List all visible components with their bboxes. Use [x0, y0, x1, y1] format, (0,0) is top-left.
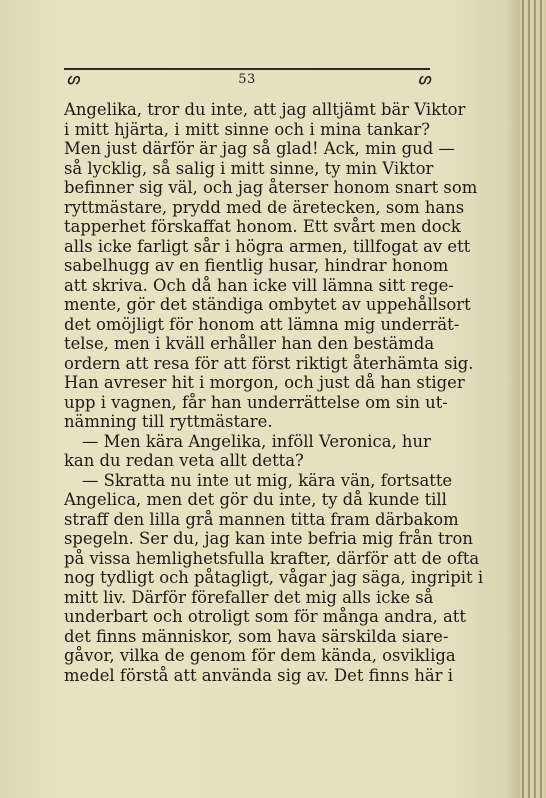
text-line: ryttmästare, prydd med de äretecken, som hans [64, 197, 465, 217]
text-line: på vissa hemlighetsfulla krafter, därför att de ofta [64, 548, 480, 568]
header-ornament-right-icon: ഗ [417, 72, 430, 88]
text-line: upp i vagnen, får han underrättelse om sin ut- [64, 392, 448, 412]
header-ornament-left-icon: ഗ [66, 72, 79, 88]
text-line: kan du redan veta allt detta? [64, 451, 304, 470]
text-line: nämning till ryttmästare. [64, 412, 273, 431]
text-line: straff den lilla grå mannen titta fram därbakom [64, 509, 459, 529]
text-line: — Skratta nu inte ut mig, kära vän, fortsatte [82, 470, 453, 490]
text-line: så lycklig, så salig i mitt sinne, ty min Viktor [64, 158, 434, 178]
page-header [64, 70, 430, 92]
text-line: spegeln. Ser du, jag kan inte befria mig från tron [64, 529, 473, 548]
text-line: Men just därför är jag så glad! Ack, min gud — [64, 139, 455, 158]
text-line: gåvor, vilka de genom för dem kända, osvikliga [64, 646, 456, 665]
text-line: mente, gör det ständiga ombytet av uppehållsort [64, 295, 471, 314]
text-line: telse, men i kväll erhåller han den bestämda [64, 334, 435, 353]
text-line: det finns människor, som hava särskilda siare- [64, 626, 449, 646]
text-line: mitt liv. Därför förefaller det mig alls icke så [64, 587, 434, 607]
text-line: alls icke farligt sår i högra armen, tillfogat av ett [64, 236, 471, 256]
text-line: Han avreser hit i morgon, och just då han stiger [64, 373, 465, 392]
text-line: medel förstå att använda sig av. Det finns här i [64, 665, 453, 685]
text-line: Angelika, tror du inte, att jag alltjämt bär Viktor [64, 100, 466, 119]
body-text [64, 100, 484, 685]
text-line: befinner sig väl, och jag återser honom snart som [64, 178, 478, 197]
text-line: i mitt hjärta, i mitt sinne och i mina tankar? [64, 119, 430, 139]
page-stack-edge [520, 0, 546, 798]
text-line: det omöjligt för honom att lämna mig underrät- [64, 314, 460, 334]
text-line: nog tydligt och påtagligt, vågar jag säga, ingripit i [64, 568, 484, 587]
text-line: tapperhet förskaffat honom. Ett svårt men dock [64, 217, 461, 236]
text-line: — Men kära Angelika, inföll Veronica, hur [82, 431, 431, 451]
text-line: Angelica, men det gör du inte, ty då kunde till [64, 490, 447, 509]
text-line: underbart och otroligt som för många andra, att [64, 607, 466, 626]
page-number: 53 [238, 72, 256, 87]
text-line: ordern att resa för att först riktigt återhämta sig. [64, 353, 474, 373]
text-line: att skriva. Och då han icke vill lämna sitt rege- [64, 275, 454, 295]
text-line: sabelhugg av en fientlig husar, hindrar honom [64, 256, 449, 275]
page-gutter-shadow [506, 0, 520, 798]
